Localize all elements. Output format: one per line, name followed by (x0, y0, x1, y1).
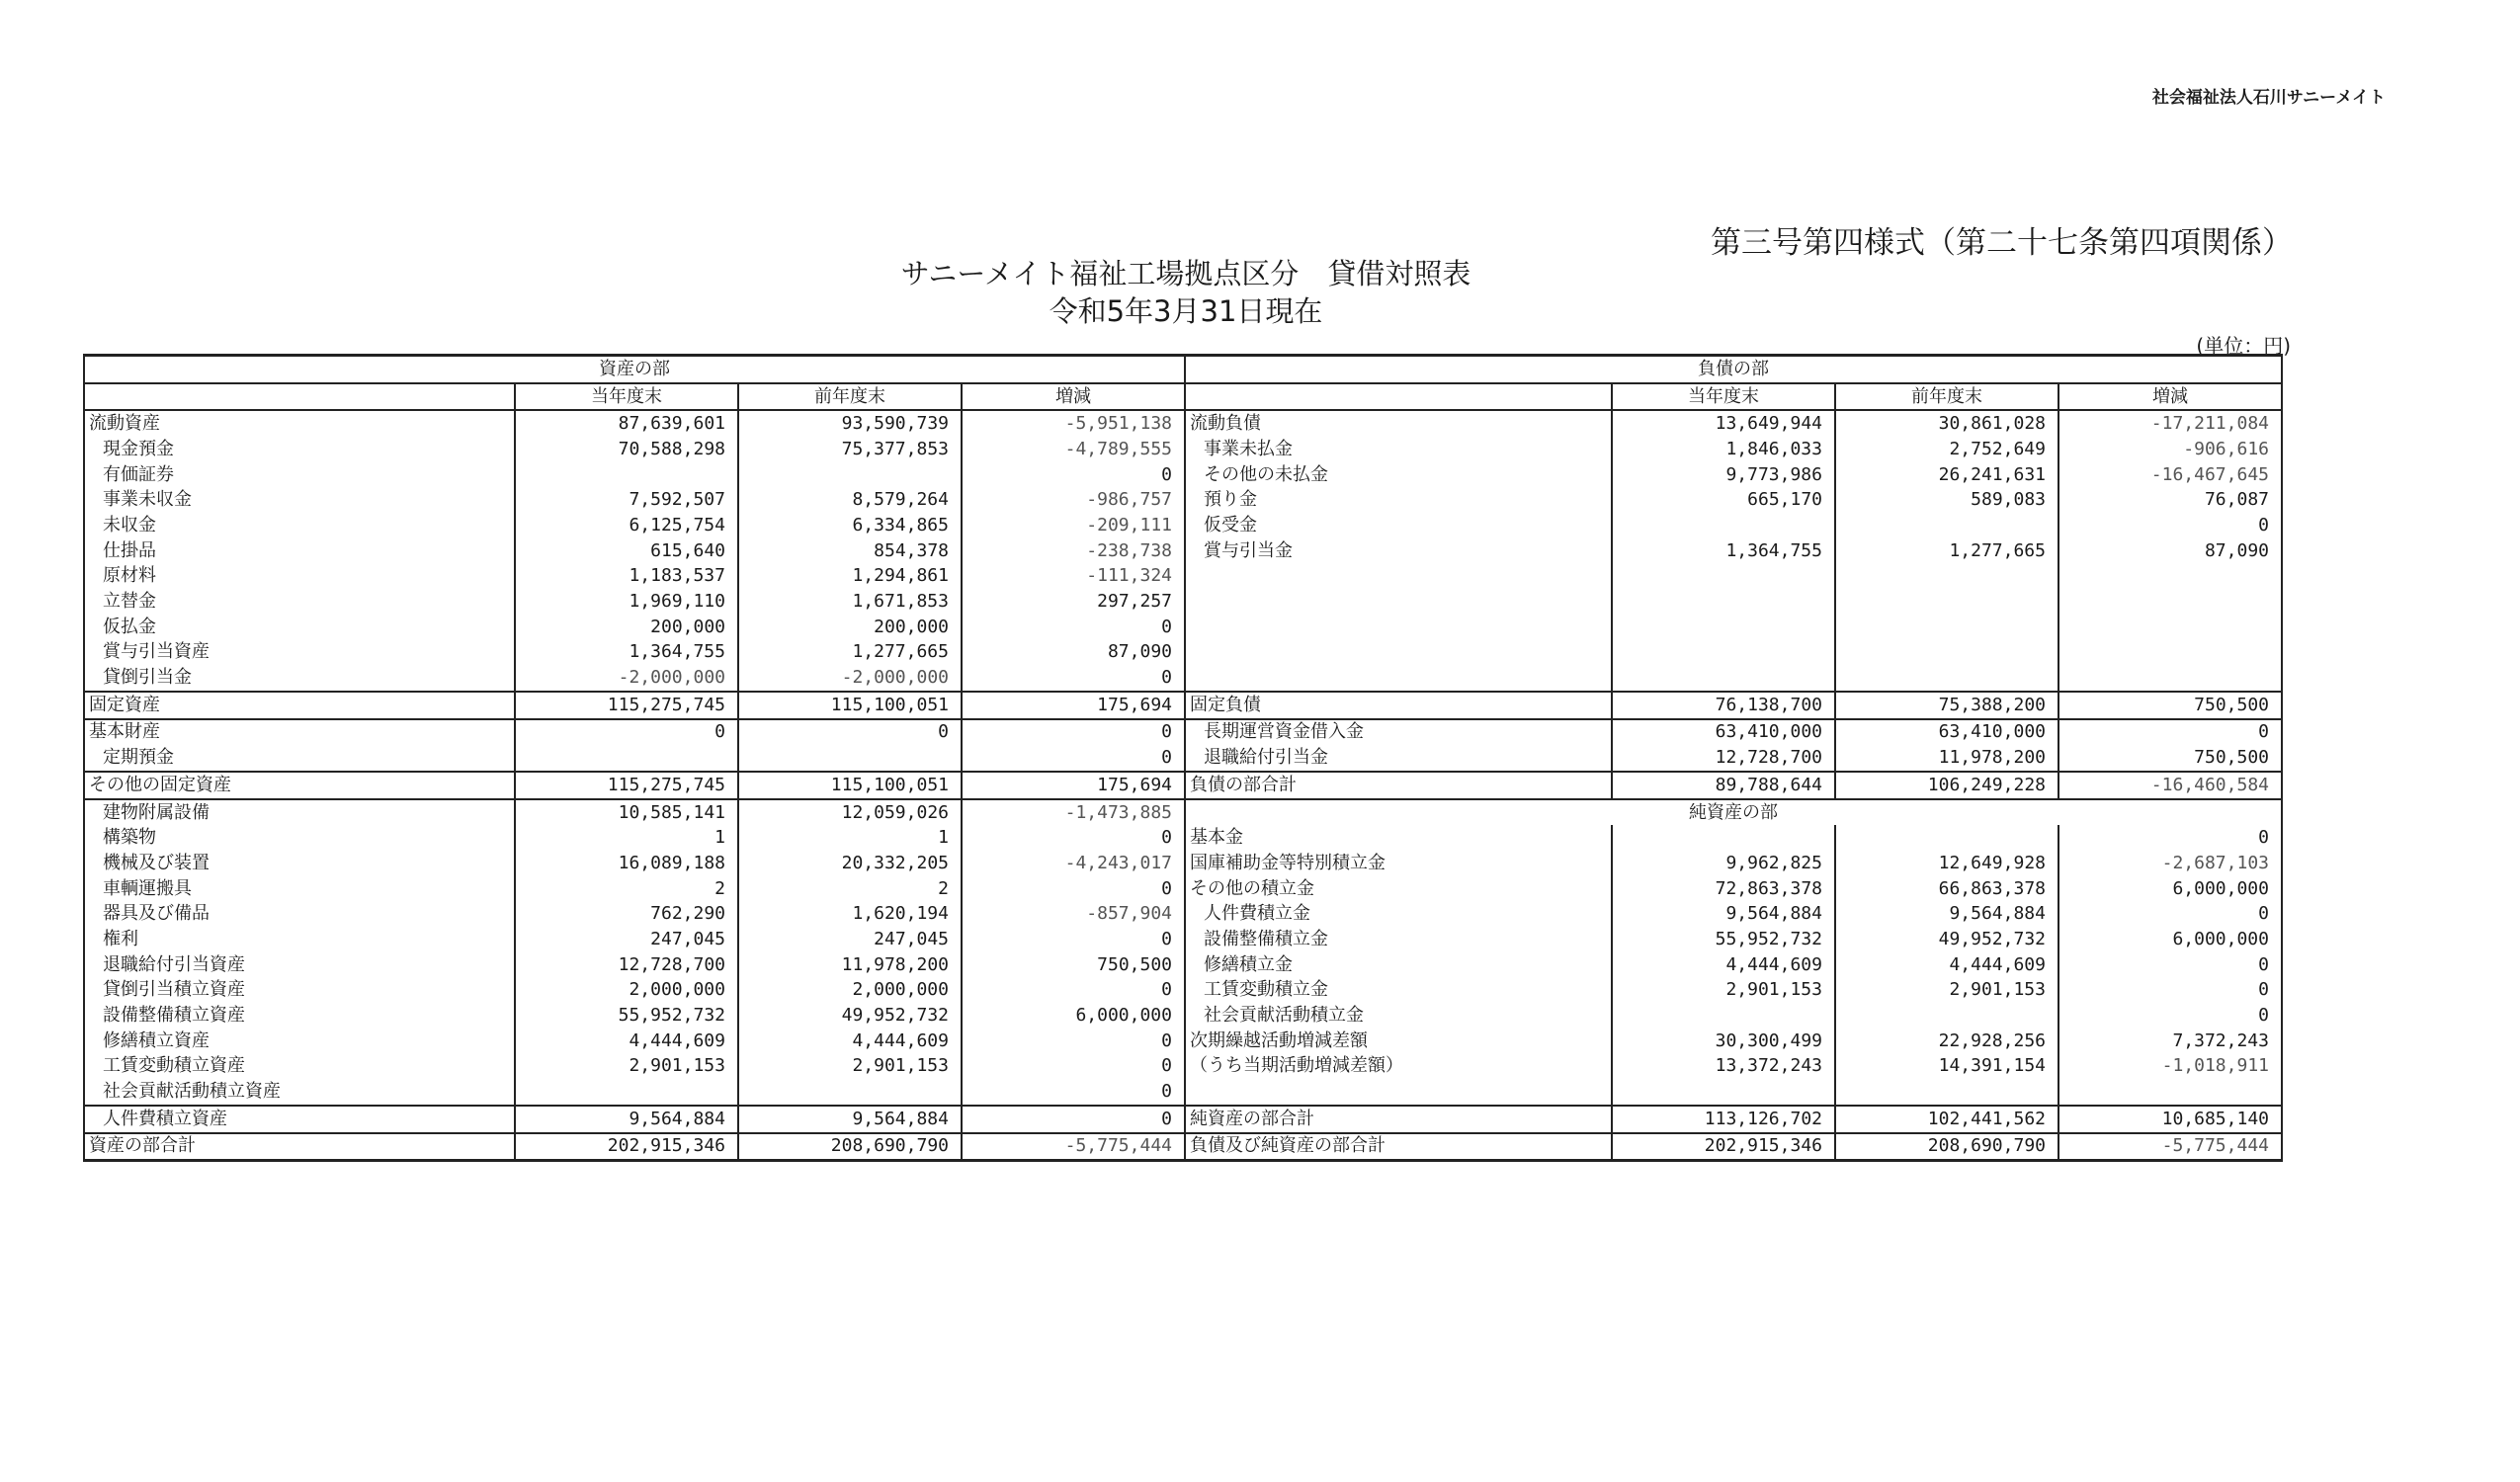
assets-row-label: 固定資産 (84, 692, 515, 719)
liabilities-change-value (2058, 640, 2282, 666)
table-row (84, 799, 2282, 826)
liabilities-change-value: 0 (2058, 978, 2282, 1004)
assets-change-value: 0 (962, 1029, 1185, 1054)
assets-row-label: 建物附属設備 (84, 799, 515, 826)
table-row (84, 487, 2282, 513)
assets-row-label: 流動資産 (84, 410, 515, 437)
liabilities-row-label: 設備整備積立金 (1185, 927, 1612, 952)
table-row (84, 927, 2282, 952)
assets-previous-value: 1 (738, 825, 962, 851)
assets-previous-value: 247,045 (738, 927, 962, 952)
liabilities-change-value: 10,685,140 (2058, 1106, 2282, 1133)
liabilities-row-label: その他の積立金 (1185, 876, 1612, 902)
liabilities-change-value: -16,467,645 (2058, 462, 2282, 488)
liabilities-current-value: 9,564,884 (1612, 901, 1835, 927)
col-previous-liabilities: 前年度末 (1835, 383, 2058, 411)
liabilities-current-value: 9,962,825 (1612, 851, 1835, 876)
table-row (84, 589, 2282, 615)
col-current-liabilities: 当年度末 (1612, 383, 1835, 411)
table-row (84, 410, 2282, 437)
liabilities-change-value: -906,616 (2058, 437, 2282, 462)
table-row (84, 462, 2282, 488)
liabilities-row-label: 固定負債 (1185, 692, 1612, 719)
assets-previous-value: 1,294,861 (738, 564, 962, 590)
assets-change-value: 0 (962, 615, 1185, 640)
assets-previous-value: 2,901,153 (738, 1054, 962, 1080)
assets-row-label: 基本財産 (84, 719, 515, 746)
assets-current-value (515, 462, 738, 488)
assets-previous-value (738, 462, 962, 488)
assets-current-value: 0 (515, 719, 738, 746)
assets-change-value: 297,257 (962, 589, 1185, 615)
table-row (84, 538, 2282, 564)
assets-current-value: 200,000 (515, 615, 738, 640)
assets-current-value: 55,952,732 (515, 1003, 738, 1029)
organization-name: 社会福祉法人石川サニーメイト (2151, 88, 2386, 108)
liabilities-previous-value: 63,410,000 (1835, 719, 2058, 746)
table-row (84, 640, 2282, 666)
assets-change-value: 0 (962, 462, 1185, 488)
liabilities-change-value: 87,090 (2058, 538, 2282, 564)
assets-previous-value: 2,000,000 (738, 978, 962, 1004)
table-row (84, 978, 2282, 1004)
assets-previous-value: 8,579,264 (738, 487, 962, 513)
unit-label: (単位：円) (2196, 334, 2291, 358)
liabilities-previous-value: 26,241,631 (1835, 462, 2058, 488)
assets-previous-value: 0 (738, 719, 962, 746)
liabilities-current-value: 1,364,755 (1612, 538, 1835, 564)
assets-row-label: 機械及び装置 (84, 851, 515, 876)
assets-change-value: -238,738 (962, 538, 1185, 564)
liabilities-current-value: 30,300,499 (1612, 1029, 1835, 1054)
liabilities-change-value: 6,000,000 (2058, 927, 2282, 952)
assets-row-label: 定期預金 (84, 745, 515, 772)
assets-change-value: 0 (962, 1106, 1185, 1133)
assets-change-value: -5,951,138 (962, 410, 1185, 437)
assets-previous-value: 75,377,853 (738, 437, 962, 462)
liabilities-current-value: 1,846,033 (1612, 437, 1835, 462)
liabilities-row-label: 次期繰越活動増減差額 (1185, 1029, 1612, 1054)
assets-change-value: -111,324 (962, 564, 1185, 590)
document-title (0, 255, 2372, 330)
liabilities-current-value: 12,728,700 (1612, 745, 1835, 772)
assets-change-value: 0 (962, 978, 1185, 1004)
liabilities-row-label (1185, 1079, 1612, 1106)
assets-current-value: 1,969,110 (515, 589, 738, 615)
assets-row-label: 貸倒引当金 (84, 665, 515, 692)
liabilities-current-value: 76,138,700 (1612, 692, 1835, 719)
liabilities-previous-value: 22,928,256 (1835, 1029, 2058, 1054)
assets-previous-value: -2,000,000 (738, 665, 962, 692)
liabilities-previous-value (1835, 513, 2058, 538)
assets-row-label: 原材料 (84, 564, 515, 590)
assets-previous-value: 9,564,884 (738, 1106, 962, 1133)
liabilities-previous-value: 30,861,028 (1835, 410, 2058, 437)
liabilities-row-label: （うち当期活動増減差額） (1185, 1054, 1612, 1080)
liabilities-current-value: 2,901,153 (1612, 978, 1835, 1004)
table-row (84, 1003, 2282, 1029)
liabilities-current-value (1612, 640, 1835, 666)
liabilities-change-value (2058, 564, 2282, 590)
liabilities-row-label: その他の未払金 (1185, 462, 1612, 488)
liabilities-current-value (1612, 1003, 1835, 1029)
liabilities-row-label: 賞与引当金 (1185, 538, 1612, 564)
assets-current-value: 9,564,884 (515, 1106, 738, 1133)
assets-change-value: -986,757 (962, 487, 1185, 513)
liabilities-row-label: 修繕積立金 (1185, 952, 1612, 978)
liabilities-row-label: 負債の部合計 (1185, 772, 1612, 799)
liabilities-change-value: 0 (2058, 1003, 2282, 1029)
liabilities-row-label: 仮受金 (1185, 513, 1612, 538)
assets-current-value: 12,728,700 (515, 952, 738, 978)
assets-previous-value: 854,378 (738, 538, 962, 564)
assets-previous-value: 2 (738, 876, 962, 902)
table-row (84, 745, 2282, 772)
liabilities-change-value: 750,500 (2058, 745, 2282, 772)
liabilities-change-value: 750,500 (2058, 692, 2282, 719)
liabilities-current-value (1612, 589, 1835, 615)
liabilities-previous-value: 12,649,928 (1835, 851, 2058, 876)
liabilities-row-label: 預り金 (1185, 487, 1612, 513)
liabilities-change-value: -16,460,584 (2058, 772, 2282, 799)
assets-row-label: 権利 (84, 927, 515, 952)
liabilities-row-label: 流動負債 (1185, 410, 1612, 437)
liabilities-current-value: 63,410,000 (1612, 719, 1835, 746)
table-row (84, 513, 2282, 538)
liabilities-previous-value: 66,863,378 (1835, 876, 2058, 902)
table-row (84, 1133, 2282, 1161)
liabilities-row-label: 人件費積立金 (1185, 901, 1612, 927)
liabilities-change-value: 0 (2058, 513, 2282, 538)
assets-change-value: 0 (962, 927, 1185, 952)
assets-change-value: 6,000,000 (962, 1003, 1185, 1029)
assets-current-value: 7,592,507 (515, 487, 738, 513)
liabilities-row-label: 事業未払金 (1185, 437, 1612, 462)
assets-change-value: 175,694 (962, 692, 1185, 719)
assets-change-value: -4,243,017 (962, 851, 1185, 876)
liabilities-row-label (1185, 589, 1612, 615)
assets-previous-value (738, 1079, 962, 1106)
net-assets-section-header: 純資産の部 (1185, 799, 2282, 826)
liabilities-row-label: 退職給付引当金 (1185, 745, 1612, 772)
table-row (84, 825, 2282, 851)
liabilities-current-value: 4,444,609 (1612, 952, 1835, 978)
liabilities-current-value: 113,126,702 (1612, 1106, 1835, 1133)
assets-change-value: -209,111 (962, 513, 1185, 538)
liabilities-change-value: -1,018,911 (2058, 1054, 2282, 1080)
assets-current-value: 2,901,153 (515, 1054, 738, 1080)
assets-previous-value: 11,978,200 (738, 952, 962, 978)
liabilities-change-value: -2,687,103 (2058, 851, 2282, 876)
liabilities-previous-value: 4,444,609 (1835, 952, 2058, 978)
assets-current-value: 6,125,754 (515, 513, 738, 538)
assets-change-value: -4,789,555 (962, 437, 1185, 462)
liabilities-previous-value: 106,249,228 (1835, 772, 2058, 799)
assets-change-value: -1,473,885 (962, 799, 1185, 826)
table-row (84, 901, 2282, 927)
assets-row-label: 修繕積立資産 (84, 1029, 515, 1054)
assets-previous-value: 1,277,665 (738, 640, 962, 666)
liabilities-previous-value: 102,441,562 (1835, 1106, 2058, 1133)
liabilities-row-label (1185, 615, 1612, 640)
assets-current-value (515, 745, 738, 772)
liabilities-current-value (1612, 825, 1835, 851)
assets-previous-value: 115,100,051 (738, 692, 962, 719)
assets-previous-value: 208,690,790 (738, 1133, 962, 1161)
assets-row-label: 現金預金 (84, 437, 515, 462)
liabilities-change-value: 0 (2058, 719, 2282, 746)
liabilities-current-value (1612, 615, 1835, 640)
assets-row-label: 車輌運搬具 (84, 876, 515, 902)
assets-row-label: 退職給付引当資産 (84, 952, 515, 978)
assets-change-value: 0 (962, 745, 1185, 772)
assets-row-label: 人件費積立資産 (84, 1106, 515, 1133)
liabilities-change-value (2058, 665, 2282, 692)
assets-change-value: 0 (962, 665, 1185, 692)
liabilities-previous-value (1835, 589, 2058, 615)
liabilities-previous-value: 208,690,790 (1835, 1133, 2058, 1161)
table-row (84, 1029, 2282, 1054)
table-row (84, 851, 2282, 876)
liabilities-row-label: 国庫補助金等特別積立金 (1185, 851, 1612, 876)
liabilities-previous-value: 49,952,732 (1835, 927, 2058, 952)
assets-row-label: 未収金 (84, 513, 515, 538)
liabilities-current-value (1612, 665, 1835, 692)
liabilities-current-value: 9,773,986 (1612, 462, 1835, 488)
liabilities-previous-value: 9,564,884 (1835, 901, 2058, 927)
assets-previous-value: 6,334,865 (738, 513, 962, 538)
liabilities-change-value: 6,000,000 (2058, 876, 2282, 902)
liabilities-current-value: 13,649,944 (1612, 410, 1835, 437)
assets-row-label: 工賃変動積立資産 (84, 1054, 515, 1080)
assets-current-value: 762,290 (515, 901, 738, 927)
assets-previous-value: 1,671,853 (738, 589, 962, 615)
liabilities-change-value: 76,087 (2058, 487, 2282, 513)
table-row (84, 564, 2282, 590)
date-line: 令和5年3月31日現在 (1049, 294, 1323, 328)
liabilities-previous-value (1835, 1003, 2058, 1029)
col-change-liabilities: 増減 (2058, 383, 2282, 411)
assets-previous-value: 12,059,026 (738, 799, 962, 826)
assets-previous-value: 20,332,205 (738, 851, 962, 876)
assets-row-label: 有価証券 (84, 462, 515, 488)
assets-current-value: -2,000,000 (515, 665, 738, 692)
assets-row-label: 事業未収金 (84, 487, 515, 513)
liabilities-current-value: 13,372,243 (1612, 1054, 1835, 1080)
assets-row-label: 資産の部合計 (84, 1133, 515, 1161)
liabilities-change-value (2058, 1079, 2282, 1106)
assets-row-label: 器具及び備品 (84, 901, 515, 927)
table-row (84, 692, 2282, 719)
column-header-row (84, 383, 2282, 411)
liabilities-current-value: 89,788,644 (1612, 772, 1835, 799)
assets-row-label: 構築物 (84, 825, 515, 851)
assets-current-value: 615,640 (515, 538, 738, 564)
assets-change-value: 0 (962, 825, 1185, 851)
liabilities-previous-value: 11,978,200 (1835, 745, 2058, 772)
liabilities-previous-value (1835, 640, 2058, 666)
liabilities-change-value: -5,775,444 (2058, 1133, 2282, 1161)
assets-current-value (515, 1079, 738, 1106)
liabilities-change-value: 0 (2058, 952, 2282, 978)
liabilities-previous-value: 2,901,153 (1835, 978, 2058, 1004)
col-change-assets: 増減 (962, 383, 1185, 411)
liabilities-change-value (2058, 615, 2282, 640)
assets-change-value: 0 (962, 719, 1185, 746)
liabilities-row-label (1185, 640, 1612, 666)
liabilities-row-label: 基本金 (1185, 825, 1612, 851)
liabilities-current-value: 55,952,732 (1612, 927, 1835, 952)
liabilities-current-value (1612, 564, 1835, 590)
assets-change-value: 0 (962, 1079, 1185, 1106)
col-current-assets: 当年度末 (515, 383, 738, 411)
assets-current-value: 115,275,745 (515, 692, 738, 719)
assets-row-label: 賞与引当資産 (84, 640, 515, 666)
assets-section-header: 資産の部 (84, 356, 1185, 383)
table-row (84, 876, 2282, 902)
liabilities-current-value (1612, 513, 1835, 538)
liabilities-previous-value: 1,277,665 (1835, 538, 2058, 564)
liabilities-row-label: 純資産の部合計 (1185, 1106, 1612, 1133)
table-row (84, 437, 2282, 462)
assets-current-value: 1,183,537 (515, 564, 738, 590)
blank-header-cell (1185, 383, 1612, 411)
liabilities-row-label: 工賃変動積立金 (1185, 978, 1612, 1004)
liabilities-previous-value (1835, 1079, 2058, 1106)
liabilities-previous-value (1835, 825, 2058, 851)
liabilities-change-value: 0 (2058, 825, 2282, 851)
assets-row-label: 貸倒引当積立資産 (84, 978, 515, 1004)
liabilities-row-label (1185, 665, 1612, 692)
assets-current-value: 202,915,346 (515, 1133, 738, 1161)
assets-change-value: -5,775,444 (962, 1133, 1185, 1161)
liabilities-change-value (2058, 589, 2282, 615)
form-reference: 第三号第四様式（第二十七条第四項関係） (1711, 225, 2293, 261)
liabilities-previous-value: 14,391,154 (1835, 1054, 2058, 1080)
assets-change-value: 87,090 (962, 640, 1185, 666)
assets-change-value: 750,500 (962, 952, 1185, 978)
assets-current-value: 16,089,188 (515, 851, 738, 876)
liabilities-previous-value (1835, 615, 2058, 640)
liabilities-previous-value: 589,083 (1835, 487, 2058, 513)
liabilities-row-label: 長期運営資金借入金 (1185, 719, 1612, 746)
liabilities-current-value: 72,863,378 (1612, 876, 1835, 902)
assets-current-value: 2,000,000 (515, 978, 738, 1004)
table-row (84, 665, 2282, 692)
assets-current-value: 10,585,141 (515, 799, 738, 826)
liabilities-row-label: 社会貢献活動積立金 (1185, 1003, 1612, 1029)
assets-previous-value: 1,620,194 (738, 901, 962, 927)
assets-previous-value (738, 745, 962, 772)
assets-current-value: 4,444,609 (515, 1029, 738, 1054)
assets-current-value: 87,639,601 (515, 410, 738, 437)
assets-change-value: 0 (962, 876, 1185, 902)
liabilities-previous-value: 2,752,649 (1835, 437, 2058, 462)
liabilities-change-value: 0 (2058, 901, 2282, 927)
liabilities-row-label (1185, 564, 1612, 590)
assets-current-value: 115,275,745 (515, 772, 738, 799)
assets-row-label: 仮払金 (84, 615, 515, 640)
liabilities-change-value: -17,211,084 (2058, 410, 2282, 437)
liabilities-previous-value: 75,388,200 (1835, 692, 2058, 719)
assets-row-label: その他の固定資産 (84, 772, 515, 799)
liabilities-section-header: 負債の部 (1185, 356, 2282, 383)
assets-previous-value: 4,444,609 (738, 1029, 962, 1054)
title-line: サニーメイト福祉工場拠点区分 貸借対照表 (900, 257, 1471, 290)
blank-header-cell (84, 383, 515, 411)
assets-current-value: 1,364,755 (515, 640, 738, 666)
section-header-row (84, 356, 2282, 383)
col-previous-assets: 前年度末 (738, 383, 962, 411)
assets-row-label: 仕掛品 (84, 538, 515, 564)
assets-current-value: 2 (515, 876, 738, 902)
table-row (84, 615, 2282, 640)
balance-sheet-table (83, 354, 2283, 1162)
liabilities-current-value (1612, 1079, 1835, 1106)
assets-previous-value: 115,100,051 (738, 772, 962, 799)
liabilities-current-value: 202,915,346 (1612, 1133, 1835, 1161)
table-row (84, 1054, 2282, 1080)
assets-previous-value: 93,590,739 (738, 410, 962, 437)
assets-previous-value: 49,952,732 (738, 1003, 962, 1029)
assets-previous-value: 200,000 (738, 615, 962, 640)
liabilities-previous-value (1835, 564, 2058, 590)
liabilities-previous-value (1835, 665, 2058, 692)
table-row (84, 772, 2282, 799)
assets-change-value: 0 (962, 1054, 1185, 1080)
assets-row-label: 設備整備積立資産 (84, 1003, 515, 1029)
table-row (84, 719, 2282, 746)
assets-change-value: -857,904 (962, 901, 1185, 927)
table-row (84, 952, 2282, 978)
liabilities-row-label: 負債及び純資産の部合計 (1185, 1133, 1612, 1161)
assets-current-value: 1 (515, 825, 738, 851)
assets-current-value: 247,045 (515, 927, 738, 952)
table-row (84, 1106, 2282, 1133)
assets-current-value: 70,588,298 (515, 437, 738, 462)
assets-change-value: 175,694 (962, 772, 1185, 799)
liabilities-current-value: 665,170 (1612, 487, 1835, 513)
assets-row-label: 社会貢献活動積立資産 (84, 1079, 515, 1106)
assets-row-label: 立替金 (84, 589, 515, 615)
table-row (84, 1079, 2282, 1106)
liabilities-change-value: 7,372,243 (2058, 1029, 2282, 1054)
